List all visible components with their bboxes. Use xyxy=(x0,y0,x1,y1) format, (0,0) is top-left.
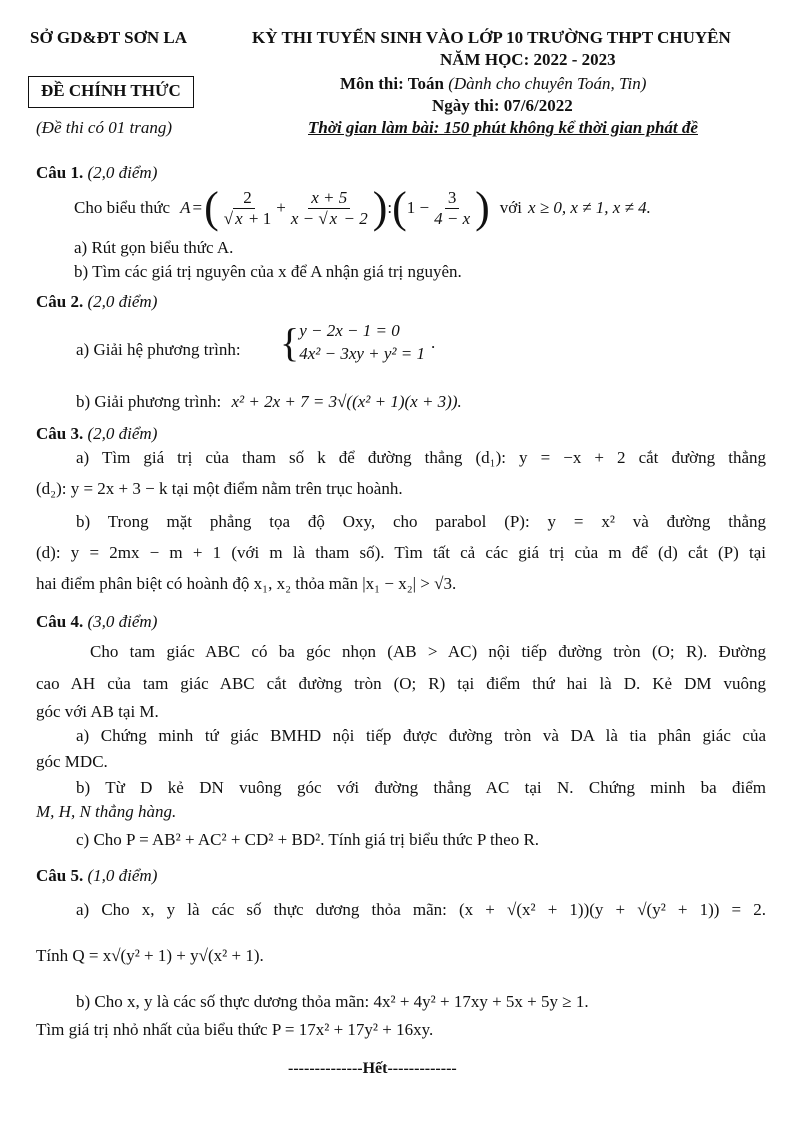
q3-part-b-line1: b) Trong mặt phẳng tọa độ Oxy, cho parabol (P): y = x² và đường thẳng xyxy=(76,512,766,531)
q2-title: Câu 2. xyxy=(36,292,84,311)
q3-part-a-line2: (d₂): y = 2x + 3 − k tại một điểm nằm trên trục hoành. xyxy=(36,479,403,498)
q1-points: (2,0 điểm) xyxy=(87,163,158,182)
q1-heading xyxy=(36,163,157,183)
school-year: NĂM HỌC: 2022 - 2023 xyxy=(440,50,616,69)
q2-part-b-label: b) Giải phương trình: xyxy=(76,392,222,411)
q3-heading xyxy=(36,424,157,444)
department-name: SỞ GD&ĐT SƠN LA xyxy=(30,28,187,47)
official-exam-box: ĐỀ CHÍNH THỨC xyxy=(28,76,194,108)
q2-part-b xyxy=(76,392,462,412)
q1-title: Câu 1. xyxy=(36,163,84,182)
q2-points: (2,0 điểm) xyxy=(87,292,158,311)
q1-condition-word: với xyxy=(499,198,522,217)
q4-heading xyxy=(36,612,157,632)
exam-duration: Thời gian làm bài: 150 phút không kể thời gian phát đề xyxy=(308,118,698,137)
q4-intro-line1: Cho tam giác ABC có ba góc nhọn (AB > AC) nội tiếp đường tròn (O; R). Đường xyxy=(90,642,766,661)
q5-part-b-line1: b) Cho x, y là các số thực dương thỏa mãn: 4x² + 4y² + 17xy + 5x + 5y ≥ 1. xyxy=(76,992,589,1011)
q2-part-a-label: a) Giải hệ phương trình: xyxy=(76,340,241,359)
q2-system: { y − 2x − 1 = 0 4x² − 3xy + y² = 1 . xyxy=(280,319,436,365)
q1-intro: Cho biểu thức xyxy=(74,198,171,217)
q5-part-a-line1: a) Cho x, y là các số thực dương thỏa mãn: (x + √(x² + 1))(y + √(y² + 1)) = 2. xyxy=(76,900,766,919)
q5-part-b-line2: Tìm giá trị nhỏ nhất của biểu thức P = 17x² + 17y² + 16xy. xyxy=(36,1020,434,1039)
q1-part-b: b) Tìm các giá trị nguyên của x để A nhận giá trị nguyên. xyxy=(74,262,462,281)
q4-part-b-line1: b) Từ D kẻ DN vuông góc với đường thẳng AC tại N. Chứng minh ba điểm xyxy=(76,778,766,797)
q3-part-a-line1: a) Tìm giá trị của tham số k để đường thẳng (d₁): y = −x + 2 cắt đường thẳng xyxy=(76,448,766,467)
q4-points: (3,0 điểm) xyxy=(87,612,158,631)
q1-expression-line: Cho biểu thức A = ( $\frac{2}{√ x + 1}$ + $\frac{x + 5}{x - √ x - 2}$ ) : ( 1 − $\frac{3}{4 - x}$ ) với x ≥ 0, x ≠ 1, x ≠ 4. xyxy=(74,183,651,232)
q4-part-a-line1: a) Chứng minh tứ giác BMHD nội tiếp được đường tròn và DA là tia phân giác của xyxy=(76,726,766,745)
q2-equation-2: 4x² − 3xy + y² = 1 xyxy=(299,343,425,363)
q4-intro-line2: cao AH của tam giác ABC cắt đường tròn (O; R) tại điểm thứ hai là D. Kẻ DM vuông xyxy=(36,674,766,693)
q3-points: (2,0 điểm) xyxy=(87,424,158,443)
q3-part-b-line2: (d): y = 2mx − m + 1 (với m là tham số). Tìm tất cả các giá trị của m để (d) cắt (P) tại xyxy=(36,543,766,562)
exam-date: Ngày thi: 07/6/2022 xyxy=(432,96,573,115)
end-marker: --------------Hết------------- xyxy=(288,1060,457,1077)
q2-equation-1: y − 2x − 1 = 0 xyxy=(299,321,400,340)
q1-part-a: a) Rút gọn biểu thức A. xyxy=(74,238,234,257)
exam-title: KỲ THI TUYỂN SINH VÀO LỚP 10 TRƯỜNG THPT CHUYÊN xyxy=(252,28,731,47)
q4-part-a-line2: góc MDC. xyxy=(36,752,108,771)
q2-part-b-equation: x² + 2x + 7 = 3√((x² + 1)(x + 3)). xyxy=(231,392,462,411)
q4-part-b-line2: M, H, N thẳng hàng. xyxy=(36,802,177,821)
page-count: (Đề thi có 01 trang) xyxy=(36,118,172,137)
q3-part-b-line3: hai điểm phân biệt có hoành độ x₁, x₂ thỏa mãn |x₁ − x₂| > √3. xyxy=(36,574,457,593)
subject-label: Môn thi: Toán xyxy=(340,74,444,93)
q4-intro-line3: góc với AB tại M. xyxy=(36,702,159,721)
q3-title: Câu 3. xyxy=(36,424,84,443)
q1-condition: x ≥ 0, x ≠ 1, x ≠ 4. xyxy=(528,198,651,217)
q5-title: Câu 5. xyxy=(36,866,84,885)
q2-heading xyxy=(36,292,157,312)
subject-note: (Dành cho chuyên Toán, Tin) xyxy=(448,74,647,93)
q4-part-c: c) Cho P = AB² + AC² + CD² + BD². Tính giá trị biểu thức P theo R. xyxy=(76,830,540,849)
q5-part-a-line2: Tính Q = x√(y² + 1) + y√(x² + 1). xyxy=(36,946,264,965)
q4-title: Câu 4. xyxy=(36,612,84,631)
q5-heading xyxy=(36,866,157,886)
subject-line xyxy=(340,74,646,94)
q5-points: (1,0 điểm) xyxy=(87,866,158,885)
